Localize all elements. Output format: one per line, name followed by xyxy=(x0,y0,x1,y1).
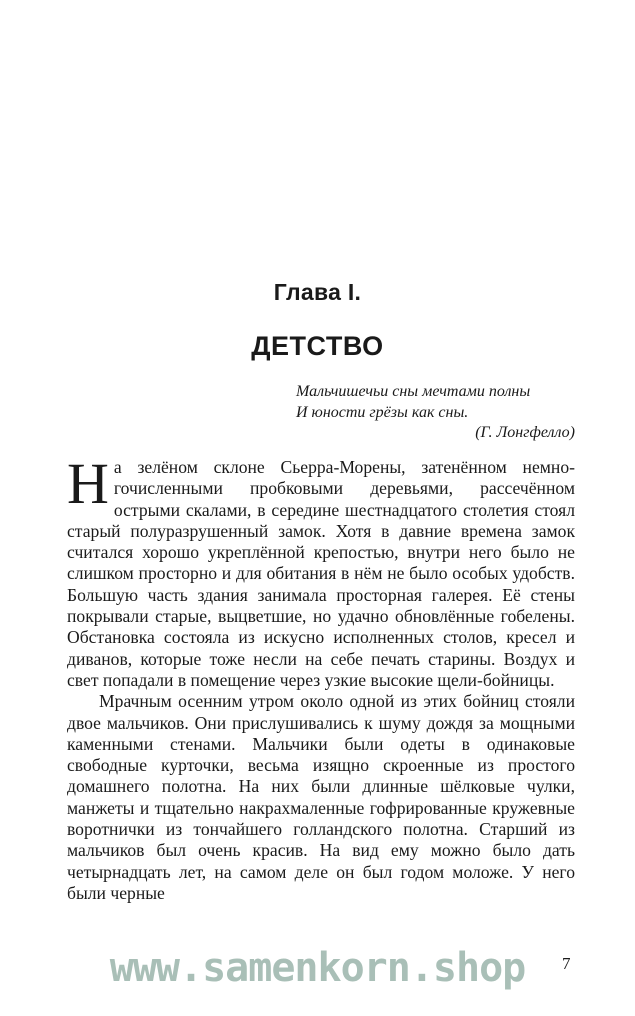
epigraph-attribution: (Г. Лонгфелло) xyxy=(475,424,575,441)
drop-cap: Н xyxy=(67,451,109,516)
epigraph-line-1: Мальчишечьи сны мечтами полны xyxy=(296,383,531,400)
paragraph-1 xyxy=(67,451,575,691)
epigraph-line-2: И юности грёзы как сны. xyxy=(296,403,469,421)
page-number: 7 xyxy=(562,954,571,973)
chapter-title: ДЕТСТВО xyxy=(251,331,384,361)
chapter-label: Глава I. xyxy=(273,279,362,305)
watermark: www.samenkorn.shop xyxy=(109,945,526,991)
paragraph-2: Мрачным осенним утром около одной из этих бойниц стояли двое мальчиков. Они прислушивались к шуму дождя за мощными каменными стенами. Мальчики были одеты в одинаковые свободные курточки, весьма изящно скроенные из простого домашнего полотна. На них были длинные шёлковые чулки, манжеты и тщательно накрахмаленные гофрированные кружевные воротнички из тончайшего голландского полотна. Старший из мальчиков был очень красив. На вид ему можно было дать четырнадцать лет, на самом деле он был годом моложе. У него были черные xyxy=(67,691,575,903)
paragraph-1-text: а зелёном склоне Сьерра-Морены, затенённом немногочисленными пробковыми деревьями, рассечённом острыми скалами, в середине шестнадцатого столетия стоял старый полуразрушенный замок. Хотя в давние времена замок считался хорошо укреплённой крепостью, внутри него было не слишком просторно и для обитания в нём не было особых удобств. Большую часть здания занимала просторная галерея. Её стены покрывали старые, выцветшие, но удачно обновлённые гобелены. Обстановка состояла из искусно исполненных столов, кресел и диванов, которые тоже несли на себе печать старины. Воздух и свет попадали в помещение через узкие высокие щели-бойницы. xyxy=(67,457,575,690)
epigraph xyxy=(296,382,586,444)
body-text xyxy=(67,451,575,904)
